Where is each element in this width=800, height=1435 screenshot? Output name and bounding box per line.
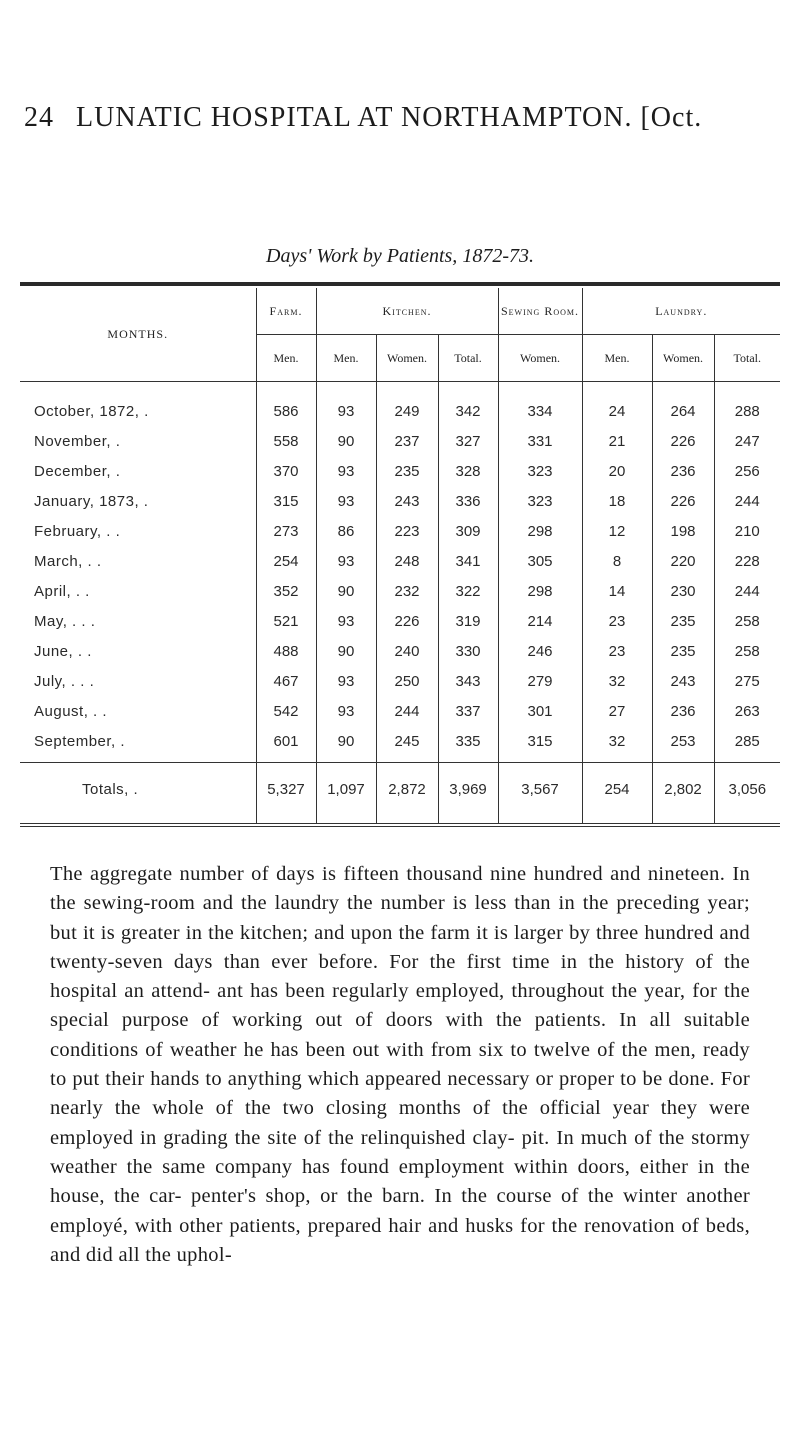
table-cell: 370 xyxy=(256,456,316,486)
table-cell: 32 xyxy=(582,666,652,696)
table-cell: 342 xyxy=(438,382,498,427)
table-cell: 235 xyxy=(652,636,714,666)
month-cell: August, . . xyxy=(34,702,108,720)
column-header: Men. xyxy=(256,335,316,382)
table-cell: 250 xyxy=(376,666,438,696)
table-cell: 237 xyxy=(376,426,438,456)
laundry-header: Laundry. xyxy=(582,288,780,335)
table-row xyxy=(20,516,780,546)
page-number: 24 xyxy=(24,102,54,133)
table-cell: 298 xyxy=(498,516,582,546)
column-header: Total. xyxy=(438,335,498,382)
table-cell: 323 xyxy=(498,456,582,486)
table-row xyxy=(20,486,780,516)
table-cell: 93 xyxy=(316,606,376,636)
table-cell: 246 xyxy=(498,636,582,666)
table-cell: 558 xyxy=(256,426,316,456)
table-cell: 273 xyxy=(256,516,316,546)
table-cell: 328 xyxy=(438,456,498,486)
table-cell: 24 xyxy=(582,382,652,427)
work-table xyxy=(20,282,780,827)
table-cell: 335 xyxy=(438,726,498,763)
table-cell: 8 xyxy=(582,546,652,576)
table-cell: 319 xyxy=(438,606,498,636)
table-cell: 331 xyxy=(498,426,582,456)
table-row xyxy=(20,382,780,427)
month-cell: April, . . xyxy=(34,582,90,600)
table-cell: 93 xyxy=(316,666,376,696)
table-cell: 341 xyxy=(438,546,498,576)
month-cell: November, . xyxy=(34,432,121,450)
column-header: Men. xyxy=(316,335,376,382)
table-cell: 93 xyxy=(316,456,376,486)
table-cell: 27 xyxy=(582,696,652,726)
table-title-years: 1872-73. xyxy=(462,245,534,267)
months-header: MONTHS. xyxy=(20,288,256,382)
totals-cell: 3,969 xyxy=(438,763,498,824)
column-header: Women. xyxy=(498,335,582,382)
running-head xyxy=(24,102,764,134)
table-top-rule xyxy=(20,282,780,286)
table-cell: 93 xyxy=(316,696,376,726)
table-title xyxy=(0,245,800,268)
table-bottom-rule xyxy=(20,823,780,827)
table-cell: 23 xyxy=(582,606,652,636)
table-cell: 226 xyxy=(652,426,714,456)
table-cell: 220 xyxy=(652,546,714,576)
table-cell: 258 xyxy=(714,636,780,666)
totals-row xyxy=(20,763,780,824)
month-cell: May, . . . xyxy=(34,612,96,630)
table-cell: 245 xyxy=(376,726,438,763)
month-cell: December, . xyxy=(34,462,121,480)
table-cell: 90 xyxy=(316,726,376,763)
table-row xyxy=(20,426,780,456)
table-group-header-row xyxy=(20,288,780,335)
table-cell: 249 xyxy=(376,382,438,427)
table-cell: 244 xyxy=(376,696,438,726)
table-cell: 228 xyxy=(714,546,780,576)
table-cell: 264 xyxy=(652,382,714,427)
table-cell: 467 xyxy=(256,666,316,696)
totals-cell: 2,802 xyxy=(652,763,714,824)
table-cell: 210 xyxy=(714,516,780,546)
table-cell: 323 xyxy=(498,486,582,516)
table-row xyxy=(20,546,780,576)
table-cell: 235 xyxy=(652,606,714,636)
month-cell: March, . . xyxy=(34,552,102,570)
table-row xyxy=(20,606,780,636)
table-cell: 14 xyxy=(582,576,652,606)
table-cell: 586 xyxy=(256,382,316,427)
table-cell: 275 xyxy=(714,666,780,696)
table-cell: 20 xyxy=(582,456,652,486)
table-row xyxy=(20,726,780,763)
sewing-room-header: Sewing Room. xyxy=(498,288,582,335)
kitchen-header: Kitchen. xyxy=(316,288,498,335)
table-cell: 235 xyxy=(376,456,438,486)
table-cell: 232 xyxy=(376,576,438,606)
table-cell: 243 xyxy=(652,666,714,696)
table-cell: 315 xyxy=(256,486,316,516)
column-header: Women. xyxy=(376,335,438,382)
table-cell: 226 xyxy=(376,606,438,636)
totals-cell: 2,872 xyxy=(376,763,438,824)
table-cell: 315 xyxy=(498,726,582,763)
table-cell: 243 xyxy=(376,486,438,516)
month-cell: September, . xyxy=(34,732,126,750)
totals-cell: 254 xyxy=(582,763,652,824)
table-cell: 214 xyxy=(498,606,582,636)
date-tag: [Oct. xyxy=(640,102,703,133)
table-body xyxy=(20,382,780,824)
table-cell: 23 xyxy=(582,636,652,666)
table-cell: 343 xyxy=(438,666,498,696)
table-row xyxy=(20,696,780,726)
table-cell: 247 xyxy=(714,426,780,456)
table-cell: 93 xyxy=(316,486,376,516)
table-cell: 254 xyxy=(256,546,316,576)
table-cell: 542 xyxy=(256,696,316,726)
table-cell: 309 xyxy=(438,516,498,546)
table-cell: 258 xyxy=(714,606,780,636)
running-title: LUNATIC HOSPITAL AT NORTHAMPTON. xyxy=(76,102,633,133)
table-cell: 90 xyxy=(316,426,376,456)
table-cell: 248 xyxy=(376,546,438,576)
table-cell: 240 xyxy=(376,636,438,666)
table-title-text: Days' Work by Patients, xyxy=(266,245,458,267)
table-cell: 93 xyxy=(316,546,376,576)
column-header: Women. xyxy=(652,335,714,382)
table-cell: 327 xyxy=(438,426,498,456)
month-cell: February, . . xyxy=(34,522,121,540)
table-cell: 86 xyxy=(316,516,376,546)
month-cell: January, 1873, . xyxy=(34,492,149,510)
column-header: Total. xyxy=(714,335,780,382)
table-cell: 298 xyxy=(498,576,582,606)
table-cell: 90 xyxy=(316,576,376,606)
table-row xyxy=(20,456,780,486)
table-cell: 230 xyxy=(652,576,714,606)
table-row xyxy=(20,636,780,666)
table-cell: 488 xyxy=(256,636,316,666)
column-header: Men. xyxy=(582,335,652,382)
table-cell: 285 xyxy=(714,726,780,763)
table-cell: 521 xyxy=(256,606,316,636)
month-cell: July, . . . xyxy=(34,672,95,690)
month-cell: October, 1872, . xyxy=(34,402,149,420)
table-row xyxy=(20,576,780,606)
totals-cell: 3,056 xyxy=(714,763,780,824)
table-cell: 301 xyxy=(498,696,582,726)
table-cell: 12 xyxy=(582,516,652,546)
table-cell: 244 xyxy=(714,486,780,516)
table-cell: 279 xyxy=(498,666,582,696)
table-cell: 256 xyxy=(714,456,780,486)
table-cell: 336 xyxy=(438,486,498,516)
table-cell: 32 xyxy=(582,726,652,763)
table-cell: 288 xyxy=(714,382,780,427)
table-cell: 93 xyxy=(316,382,376,427)
table-cell: 226 xyxy=(652,486,714,516)
table-cell: 601 xyxy=(256,726,316,763)
totals-label: Totals, . xyxy=(20,763,256,824)
body-paragraph: The aggregate number of days is fifteen thousand nine hundred and nineteen. In the sewing-room and the laundry the number is less than in the preceding year; but it is greater in the kitchen; and upon the farm it is larger by three hundred and twenty-seven days than ever before. For the first time in the history of the hospital an attend- ant has been regularly employed, throughout the year, for the special purpose of working out of doors with the patients. In all suitable conditions of weather he has been out with from six to twelve of the men, ready to put their hands to anything which appeared necessary or proper to be done. For nearly the whole of the two closing months of the official year they were employed in grading the site of the relinquished clay- pit. In much of the stormy weather the same company has found employment within doors, either in the house, the car- penter's shop, or the barn. In the course of the winter another employé, with other patients, prepared hair and husks for the renovation of beds, and did all the uphol- xyxy=(50,863,750,1266)
table-cell: 330 xyxy=(438,636,498,666)
table-cell: 236 xyxy=(652,456,714,486)
table-cell: 352 xyxy=(256,576,316,606)
table-cell: 322 xyxy=(438,576,498,606)
farm-header: Farm. xyxy=(256,288,316,335)
table-cell: 21 xyxy=(582,426,652,456)
table-cell: 263 xyxy=(714,696,780,726)
table-cell: 223 xyxy=(376,516,438,546)
table-cell: 337 xyxy=(438,696,498,726)
totals-cell: 1,097 xyxy=(316,763,376,824)
table-cell: 305 xyxy=(498,546,582,576)
table-cell: 253 xyxy=(652,726,714,763)
table-cell: 90 xyxy=(316,636,376,666)
table-row xyxy=(20,666,780,696)
table-cell: 198 xyxy=(652,516,714,546)
table-cell: 18 xyxy=(582,486,652,516)
totals-cell: 3,567 xyxy=(498,763,582,824)
month-cell: June, . . xyxy=(34,642,92,660)
table-cell: 334 xyxy=(498,382,582,427)
totals-cell: 5,327 xyxy=(256,763,316,824)
table-cell: 236 xyxy=(652,696,714,726)
table-cell: 244 xyxy=(714,576,780,606)
